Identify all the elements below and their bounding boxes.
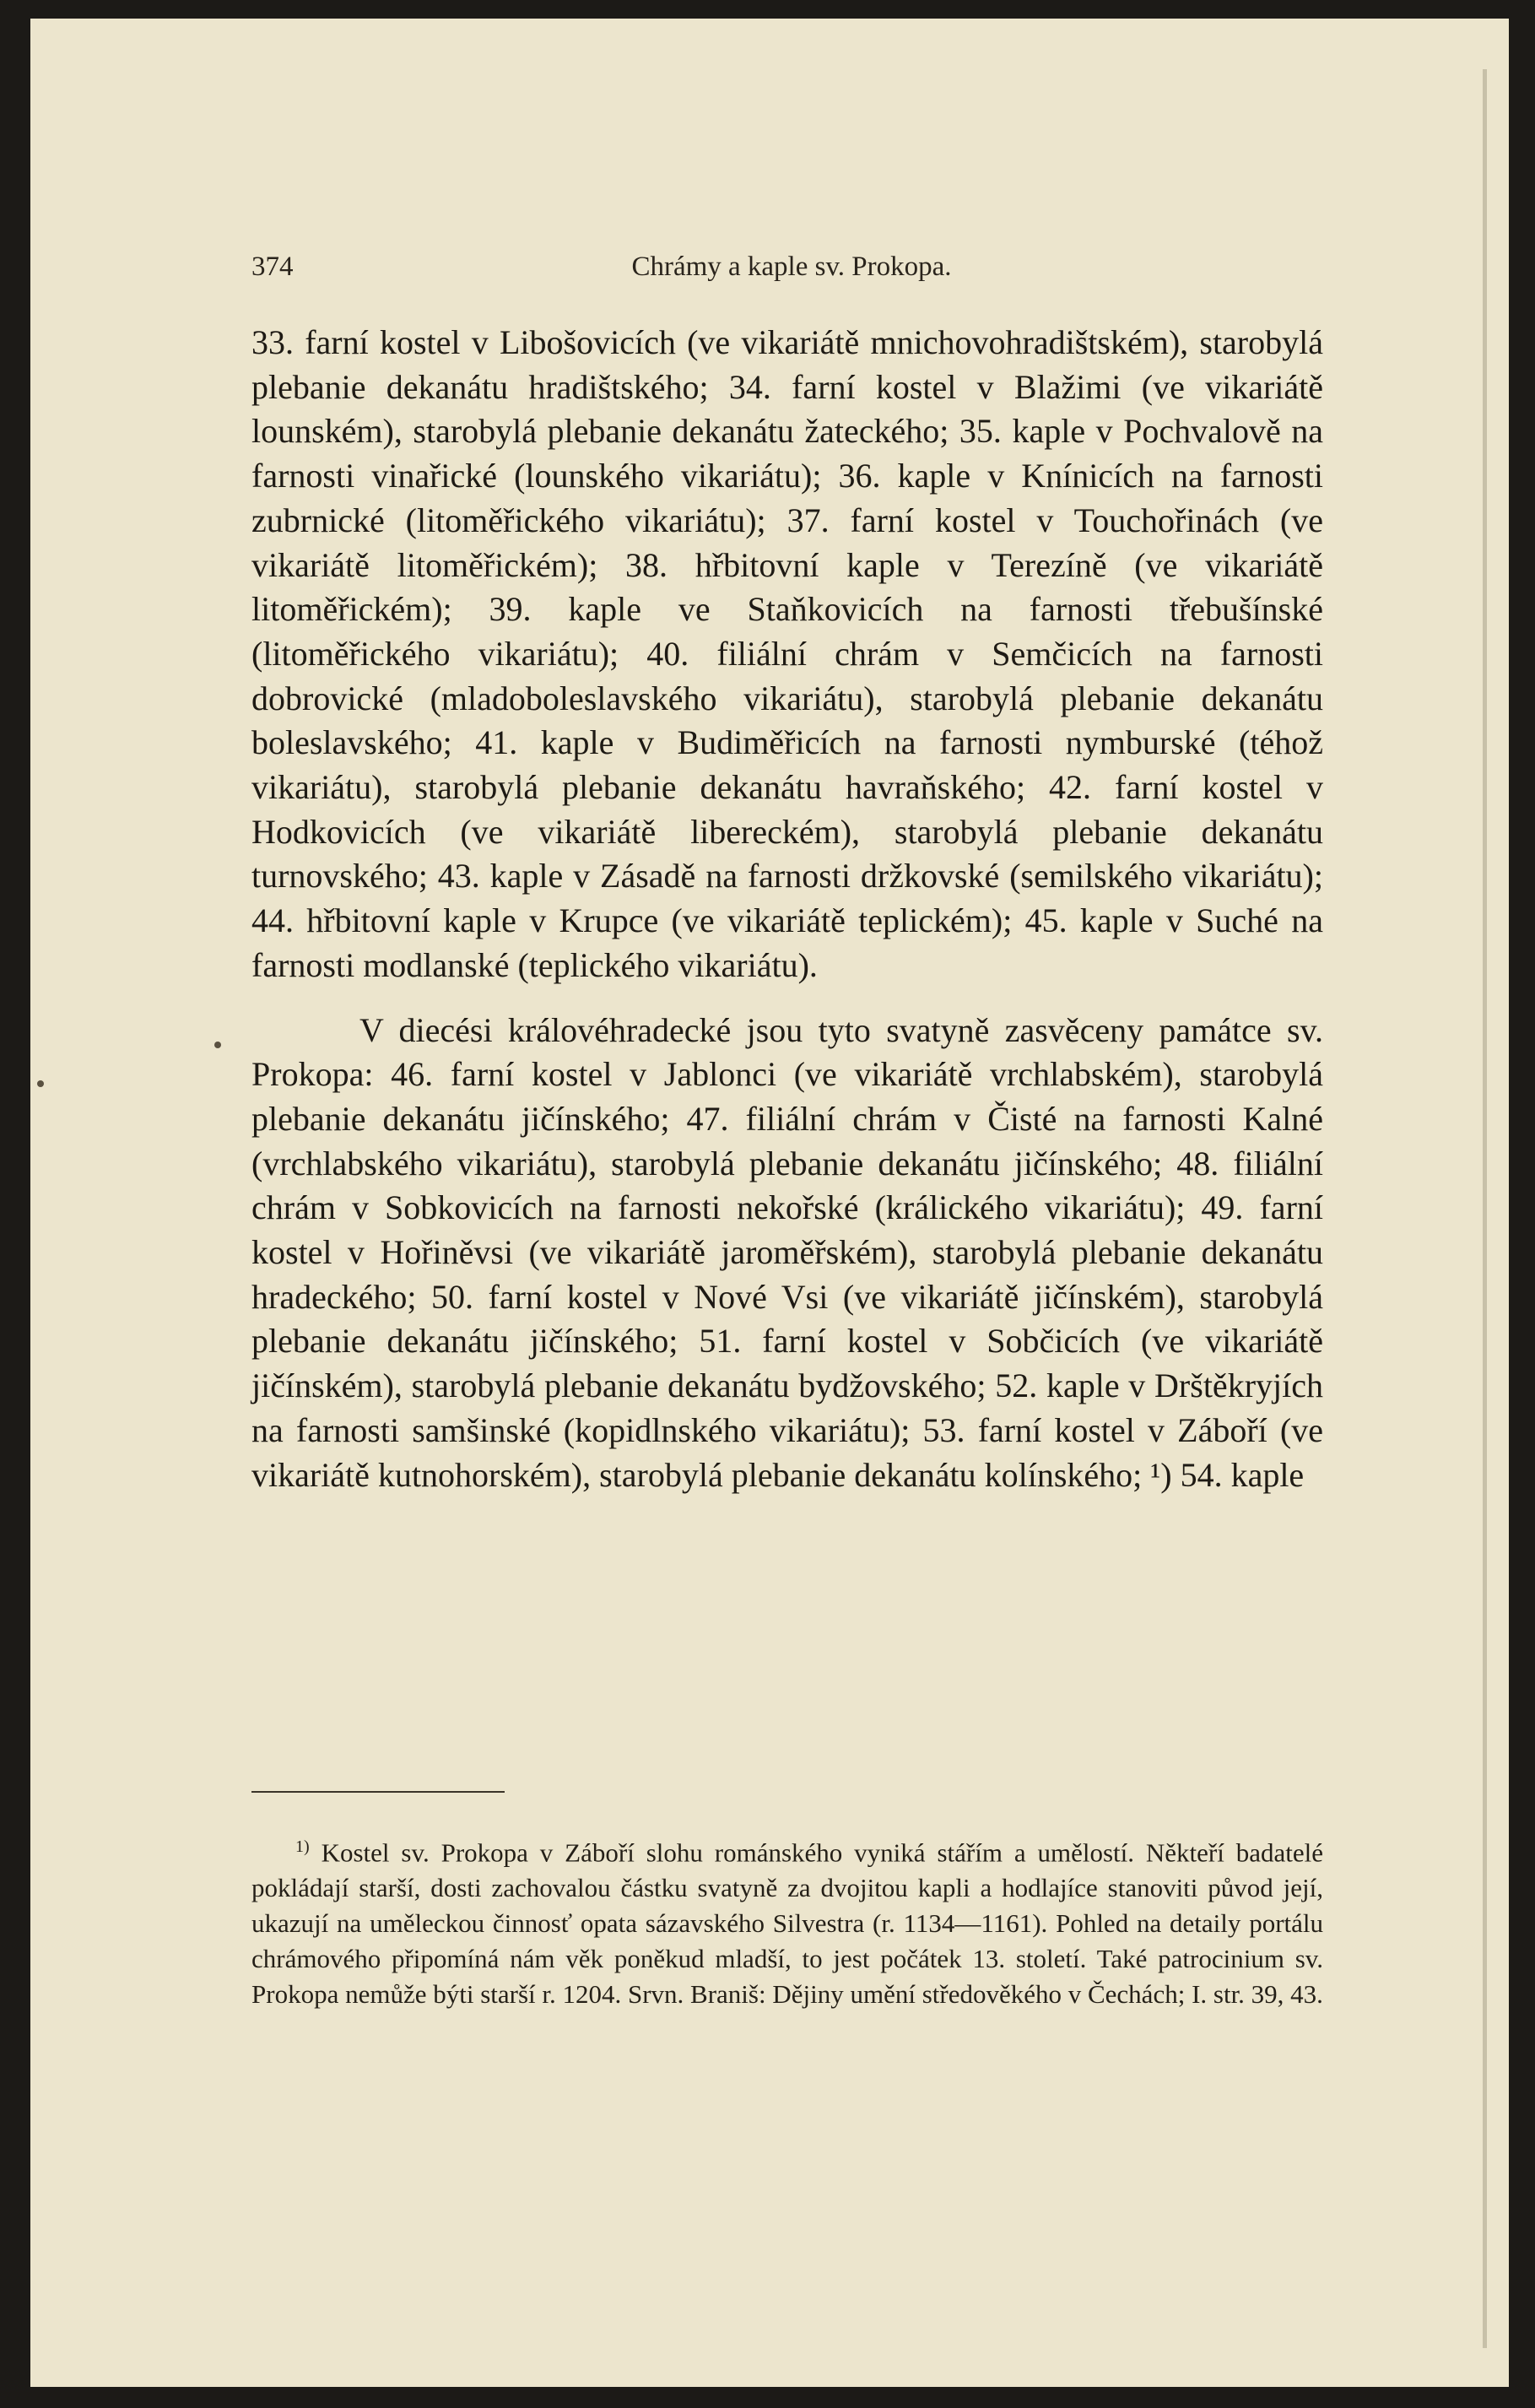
page-edge-mark xyxy=(1483,69,1487,2348)
footnote xyxy=(251,1829,1323,2012)
margin-mark-dot xyxy=(214,1042,221,1048)
running-title: Chrámy a kaple sv. Prokopa. xyxy=(631,252,952,282)
margin-mark-dot xyxy=(37,1080,44,1087)
footnote-marker: 1) xyxy=(295,1837,310,1856)
footnote-text: Kostel sv. Prokopa v Záboří slohu románského vyniká stářím a umělostí. Někteří badatelé pokládají starší, dosti zachovalou částku svatyně za dvojitou kapli a hodlajíce stanoviti původ její, ukazují na uměleckou činnosť opata sázavského Silvestra (r. 1134—1161). Pohled na detaily portálu chrámového připomíná nám věk poněkud mladší, to jest počátek 13. století. Také patrocinium sv. Prokopa nemůže býti starší r. 1204. Srvn. Braniš: Dějiny umění středověkého v Čechách; I. str. 39, 43. xyxy=(251,1837,1323,2010)
page-header xyxy=(251,236,1332,287)
paragraph-2: V diecési královéhradecké jsou tyto svatyně zasvěceny památce sv. Prokopa: 46. farní kostel v Jablonci (ve vikariátě vrchlabském), starobylá plebanie dekanátu jičínského; 47. filiální chrám v Čisté na farnosti Kalné (vrchlabského vikariátu), starobylá plebanie dekanátu jičínského; 48. filiální chrám v Sobkovicích na farnosti nekořské (králického vikariátu); 49. farní kostel v Hořiněvsi (ve vikariátě jaroměřském), starobylá plebanie dekanátu hradeckého; 50. farní kostel v Nové Vsi (ve vikariátě jičínském), starobylá plebanie dekanátu jičínského; 51. farní kostel v Sobčicích (ve vikariátě jičínském), starobylá plebanie dekanátu bydžovského; 52. kaple v Drštěkryjích na farnosti samšinské (kopidlnského vikariátu); 53. farní kostel v Záboří (ve vikariátě kutnohorském), starobylá plebanie dekanátu kolínského; ¹) 54. kaple xyxy=(251,1010,1323,1494)
page-number: 374 xyxy=(251,252,294,282)
paragraph-1: 33. farní kostel v Libošovicích (ve vikariátě mnichovohradištském), starobylá plebanie dekanátu hradištského; 34. farní kostel v Blažimi (ve vikariátě lounském), starobylá plebanie dekanátu žateckého; 35. kaple v Pochvalově na farnosti vinařické (lounského vikariátu); 36. kaple v Knínicích na farnosti zubrnické (litoměřického vikariátu); 37. farní kostel v Touchořinách (ve vikariátě litoměřickém); 38. hřbitovní kaple v Terezíně (ve vikariátě litoměřickém); 39. kaple ve Staňkovicích na farnosti třebušínské (litoměřického vikariátu); 40. filiální chrám v Semčicích na farnosti dobrovické (mladoboleslavského vikariátu), starobylá plebanie dekanátu boleslavského; 41. kaple v Budiměřicích na farnosti nymburské (téhož vikariátu), starobylá plebanie dekanátu havraňského; 42. farní kostel v Hodkovicích (ve vikariátě libereckém), starobylá plebanie dekanátu turnovského; 43. kaple v Zásadě na farnosti držkovské (semilského vikariátu); 44. hřbitovní kaple v Krupce (ve vikariátě teplickém); 45. kaple v Suché na farnosti modlanské (teplického vikariátu). xyxy=(251,323,1323,984)
main-text xyxy=(251,321,1323,1497)
footnote-separator xyxy=(251,1791,505,1793)
book-page xyxy=(30,19,1509,2387)
